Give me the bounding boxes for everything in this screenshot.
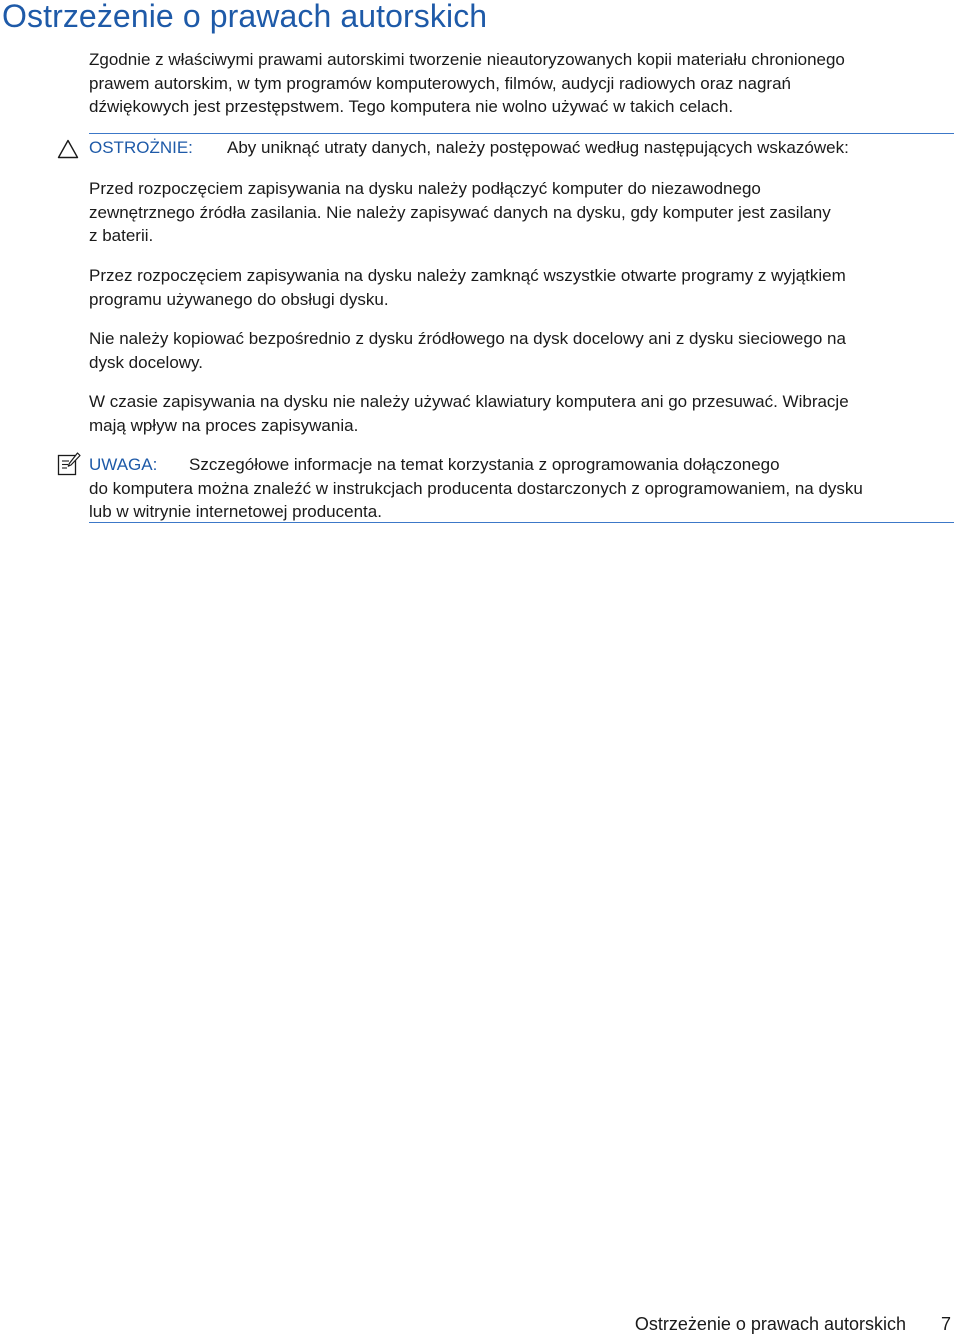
intro-line: Zgodnie z właściwymi prawami autorskimi tworzenie nieautoryzowanych kopii materiału chronionego — [89, 50, 845, 69]
caution-line: Przed rozpoczęciem zapisywania na dysku należy podłączyć komputer do niezawodnego — [89, 179, 761, 198]
note-label: UWAGA: — [89, 455, 158, 474]
caution-line: Przez rozpoczęciem zapisywania na dysku należy zamknąć wszystkie otwarte programy z wyjątkiem — [89, 266, 846, 285]
caution-line: dysk docelowy. — [89, 352, 204, 372]
caution-paragraph — [89, 177, 831, 248]
caution-heading — [89, 136, 849, 160]
intro-line: prawem autorskim, w tym programów komputerowych, filmów, audycji radiowych oraz nagrań — [89, 73, 791, 93]
page-title: Ostrzeżenie o prawach autorskich — [2, 0, 488, 34]
caution-paragraph — [89, 390, 849, 437]
caution-paragraph — [89, 264, 846, 311]
note-paragraph — [89, 453, 863, 524]
caution-line: programu używanego do obsługi dysku. — [89, 289, 389, 309]
note-line: lub w witrynie internetowej producenta. — [89, 502, 382, 521]
intro-paragraph — [89, 48, 845, 119]
intro-line: dźwiękowych jest przestępstwem. Tego komputera nie wolno używać w takich celach. — [89, 97, 734, 116]
caution-line: zewnętrznego źródła zasilania. Nie należy zapisywać danych na dysku, gdy komputer jest zasilany — [89, 202, 831, 222]
page-number: 7 — [940, 1314, 951, 1334]
caution-paragraph — [89, 327, 846, 374]
note-bottom-rule — [89, 522, 954, 523]
caution-line: W czasie zapisywania na dysku nie należy używać klawiatury komputera ani go przesuwać. Wibracje — [89, 392, 849, 411]
note-text: Szczegółowe informacje na temat korzystania z oprogramowania dołączonego — [189, 455, 780, 474]
caution-lead: Aby uniknąć utraty danych, należy postępować według następujących wskazówek: — [227, 138, 849, 157]
caution-top-rule — [89, 133, 954, 134]
caution-triangle-icon — [57, 139, 79, 159]
note-line — [89, 453, 863, 477]
caution-line: mają wpływ na proces zapisywania. — [89, 415, 359, 435]
caution-line: z baterii. — [89, 226, 154, 245]
footer-title: Ostrzeżenie o prawach autorskich — [634, 1314, 906, 1334]
caution-label: OSTROŻNIE: — [89, 138, 193, 157]
note-pencil-icon — [57, 452, 81, 476]
caution-line: Nie należy kopiować bezpośrednio z dysku źródłowego na dysk docelowy ani z dysku sieciowego na — [89, 329, 846, 348]
note-line: do komputera można znaleźć w instrukcjach producenta dostarczonych z oprogramowaniem, na dysku — [89, 478, 863, 498]
